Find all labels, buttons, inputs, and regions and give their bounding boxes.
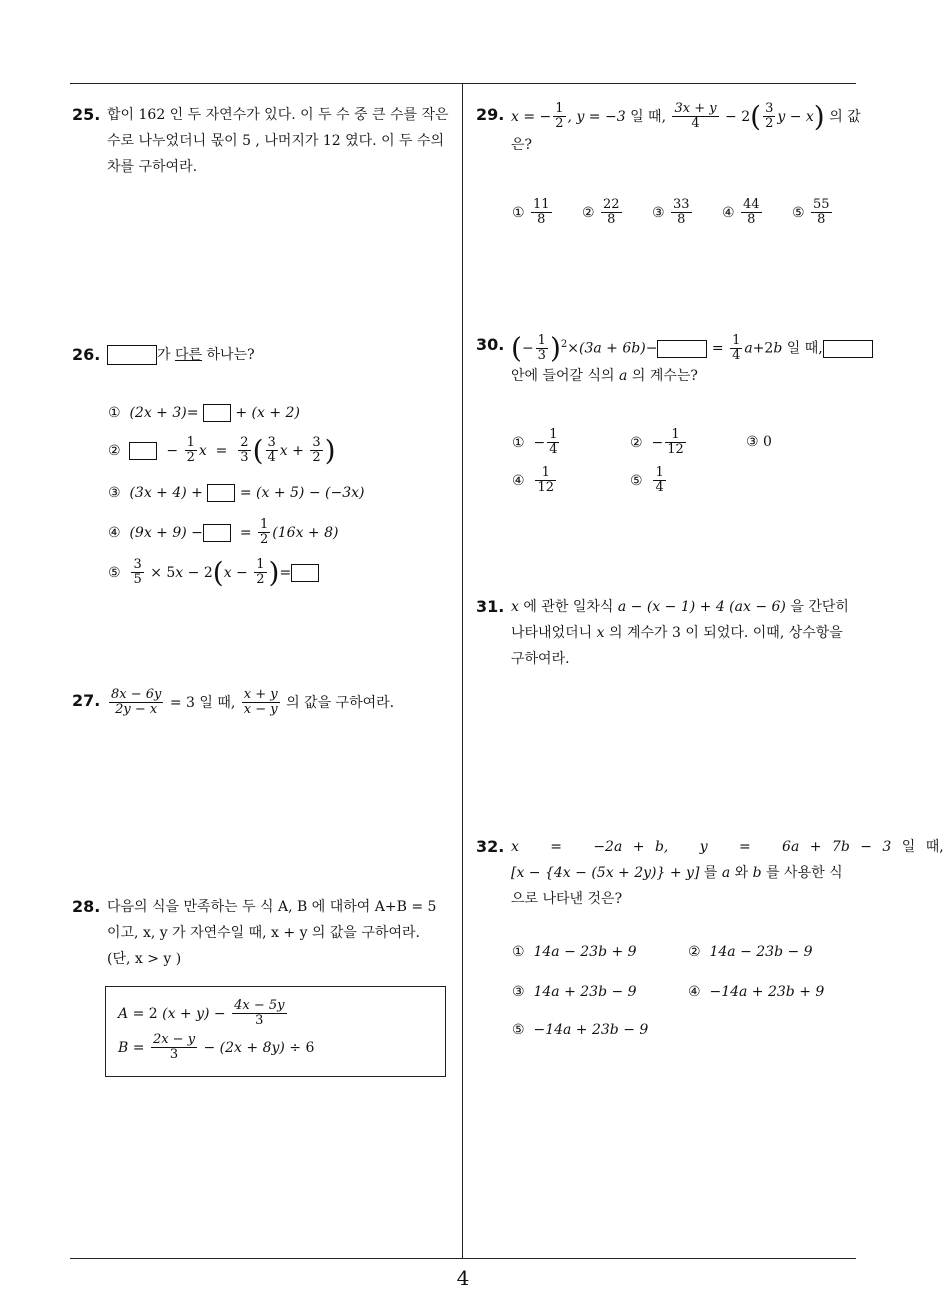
numerator: 22 <box>603 197 620 212</box>
text: 의 계수는? <box>631 368 698 385</box>
option-mark: ⑤ <box>630 472 643 489</box>
option-mark: ④ <box>512 472 525 489</box>
question-number: 26. <box>72 345 101 364</box>
q26-option-3[interactable]: ③ (3x + 4) + = (x + 5) − (−3x) <box>108 485 365 501</box>
option-expr: −14a + 23b − 9 <box>533 1022 649 1038</box>
q30-option-4[interactable]: ④ $\frac{1}{12}$ <box>512 465 555 496</box>
q32-option-3[interactable] <box>512 984 637 1000</box>
question-28 <box>72 894 457 972</box>
question-line: 나타내었더니 x 의 계수가 3 이 되었다. 이때, 상수항을 <box>511 625 843 641</box>
text: 의 값 <box>829 108 861 125</box>
question-number: 29. <box>476 105 505 124</box>
text: 일 때, <box>630 108 667 125</box>
equation-A: A = 2 (x + y) − $\frac{4x - 5y}{3}$ <box>118 998 285 1029</box>
question-text: $\frac{8x - 6y}{2y - x}$ = 3 일 때, $\frac{x + y}{x - y}$ 의 값을 구하여라. <box>111 687 395 718</box>
numerator: 11 <box>533 197 550 212</box>
denominator: 8 <box>537 212 546 228</box>
option-mark: ⑤ <box>108 564 121 581</box>
question-line: 이고, x, y 가 자연수일 때, x + y 의 값을 구하여라. <box>107 925 420 941</box>
question-line: [x − {4x − (5x + 2y)} + y] 를 a 와 b 를 사용한 식 <box>511 865 843 881</box>
numerator: 55 <box>813 197 830 212</box>
text: 를 <box>703 865 718 881</box>
text: 일 때, <box>901 839 944 855</box>
numerator: 33 <box>673 197 690 212</box>
question-number: 27. <box>72 691 101 710</box>
option-mark: ③ <box>108 485 121 501</box>
question-line: x = − $\frac{1}{2}$ , y = −3 일 때, $\frac{3x + y}{4}$ − 2( $\frac{3}{2}$ y − x) 의 값 <box>511 99 861 133</box>
option-mark: ② <box>630 434 643 451</box>
stem-text: 하나는? <box>202 347 255 363</box>
text: 와 <box>734 865 749 881</box>
question-line: (단, x > y ) <box>107 951 182 967</box>
text: 를 사용한 식 <box>766 865 843 881</box>
option-mark: ④ <box>688 984 701 1000</box>
text: 나타내었더니 <box>511 625 593 641</box>
question-number: 30. <box>476 335 505 354</box>
q30-option-2[interactable]: ② − $\frac{1}{12}$ <box>630 427 684 458</box>
question-25 <box>72 102 457 180</box>
option-expr: 14a − 23b + 9 <box>533 944 637 960</box>
question-27 <box>72 688 457 718</box>
question-30 <box>476 332 861 389</box>
q26-option-1[interactable]: ① (2x + 3)= + (x + 2) <box>108 405 300 421</box>
question-number: 32. <box>476 837 505 856</box>
question-number: 25. <box>72 105 101 124</box>
text: 일 때, <box>786 340 823 357</box>
condition-box <box>105 986 446 1077</box>
question-line: 구하여라. <box>511 651 570 667</box>
question-number: 31. <box>476 597 505 616</box>
question-line: (− $\frac{1}{3}$ )$^2$×(3a + 6b)− = $\frac{1}{4}$ a+2b 일 때, <box>511 332 861 363</box>
stem-text: 가 <box>157 347 175 363</box>
q32-option-1[interactable] <box>512 944 637 960</box>
option-mark: ⑤ <box>512 1022 525 1038</box>
underlined-word: 다른 <box>174 347 203 363</box>
page-number: 4 <box>456 1266 470 1290</box>
option-mark: ⑤ <box>792 204 805 221</box>
option-mark: ④ <box>722 204 735 221</box>
q29-option-4[interactable] <box>722 198 764 228</box>
option-mark: ③ <box>512 984 525 1000</box>
option-mark: ① <box>512 204 525 221</box>
answer-box <box>107 345 157 365</box>
bottom-rule <box>70 1258 856 1259</box>
q32-option-5[interactable] <box>512 1022 648 1038</box>
q26-option-4[interactable]: ④ (9x + 9) − = $\frac{1}{2}$ (16x + 8) <box>108 517 339 548</box>
option-mark: ④ <box>108 524 121 541</box>
question-stem <box>107 342 457 368</box>
option-mark: ① <box>512 434 525 451</box>
option-mark: ② <box>582 204 595 221</box>
question-line: x 에 관한 일차식 a − (x − 1) + 4 (ax − 6) 을 간단히 <box>511 599 849 615</box>
text: 에 관한 일차식 <box>523 599 614 615</box>
q29-option-3[interactable] <box>652 198 694 228</box>
option-mark: ① <box>512 944 525 960</box>
q29-option-5[interactable] <box>792 198 834 228</box>
option-mark: ① <box>108 405 121 421</box>
option-mark: ③ <box>652 204 665 221</box>
question-line: x = −2a + b, y = 6a + 7b − 3 일 때, <box>511 839 944 855</box>
text: = 3 일 때, <box>169 694 236 711</box>
question-number: 28. <box>72 897 101 916</box>
option-expr: 14a − 23b − 9 <box>709 944 813 960</box>
question-line: 으로 나타낸 것은? <box>511 891 623 907</box>
q32-option-4[interactable] <box>688 984 824 1000</box>
equation-B: B = $\frac{2x - y}{3}$ − (2x + 8y) ÷ 6 <box>118 1032 315 1063</box>
q26-option-5[interactable]: ⑤ $\frac{3}{5}$ × 5x − 2(x − $\frac{1}{2}$ )= <box>108 558 319 588</box>
question-26 <box>72 342 457 368</box>
denominator: 8 <box>607 212 616 228</box>
question-line: 은? <box>511 136 533 153</box>
q29-option-2[interactable] <box>582 198 624 228</box>
column-divider <box>462 83 463 1258</box>
option-expr: −14a + 23b + 9 <box>709 984 825 1000</box>
option-mark: ② <box>108 442 121 459</box>
question-text: 합이 162 인 두 자연수가 있다. 이 두 수 중 큰 수를 작은 수로 나누었더니 몫이 5 , 나머지가 12 였다. 이 두 수의 차를 구하여라. <box>107 107 449 175</box>
q30-option-1[interactable]: ① − $\frac{1}{4}$ <box>512 427 558 458</box>
text: 의 계수가 3 이 되었다. 이때, 상수항을 <box>608 625 843 641</box>
denominator: 8 <box>677 212 686 228</box>
q26-option-2[interactable]: ② − $\frac{1}{2}$ x = $\frac{2}{3}$ ( $\frac{3}{4}$ x + $\frac{3}{2}$ ) <box>108 433 336 467</box>
option-mark: ② <box>688 944 701 960</box>
top-rule <box>70 83 856 84</box>
question-29 <box>476 99 861 158</box>
question-line: 안에 들어갈 식의 a 의 계수는? <box>511 368 698 385</box>
text: 안에 들어갈 식의 <box>511 368 620 385</box>
option-expr: 14a + 23b − 9 <box>533 984 637 1000</box>
text: 의 값을 구하여라. <box>286 694 395 711</box>
denominator: 8 <box>817 212 826 228</box>
denominator: 8 <box>747 212 756 228</box>
text: 을 간단히 <box>790 599 849 615</box>
q30-option-3[interactable]: ③ 0 <box>746 434 772 450</box>
question-line: 다음의 식을 만족하는 두 식 A, B 에 대하여 A+B = 5 <box>107 899 437 915</box>
question-32 <box>476 834 944 912</box>
numerator: 44 <box>743 197 760 212</box>
q30-option-5[interactable]: ⑤ $\frac{1}{4}$ <box>630 465 664 496</box>
question-31 <box>476 594 861 672</box>
q32-option-2[interactable] <box>688 944 813 960</box>
q29-option-1[interactable] <box>512 198 554 228</box>
